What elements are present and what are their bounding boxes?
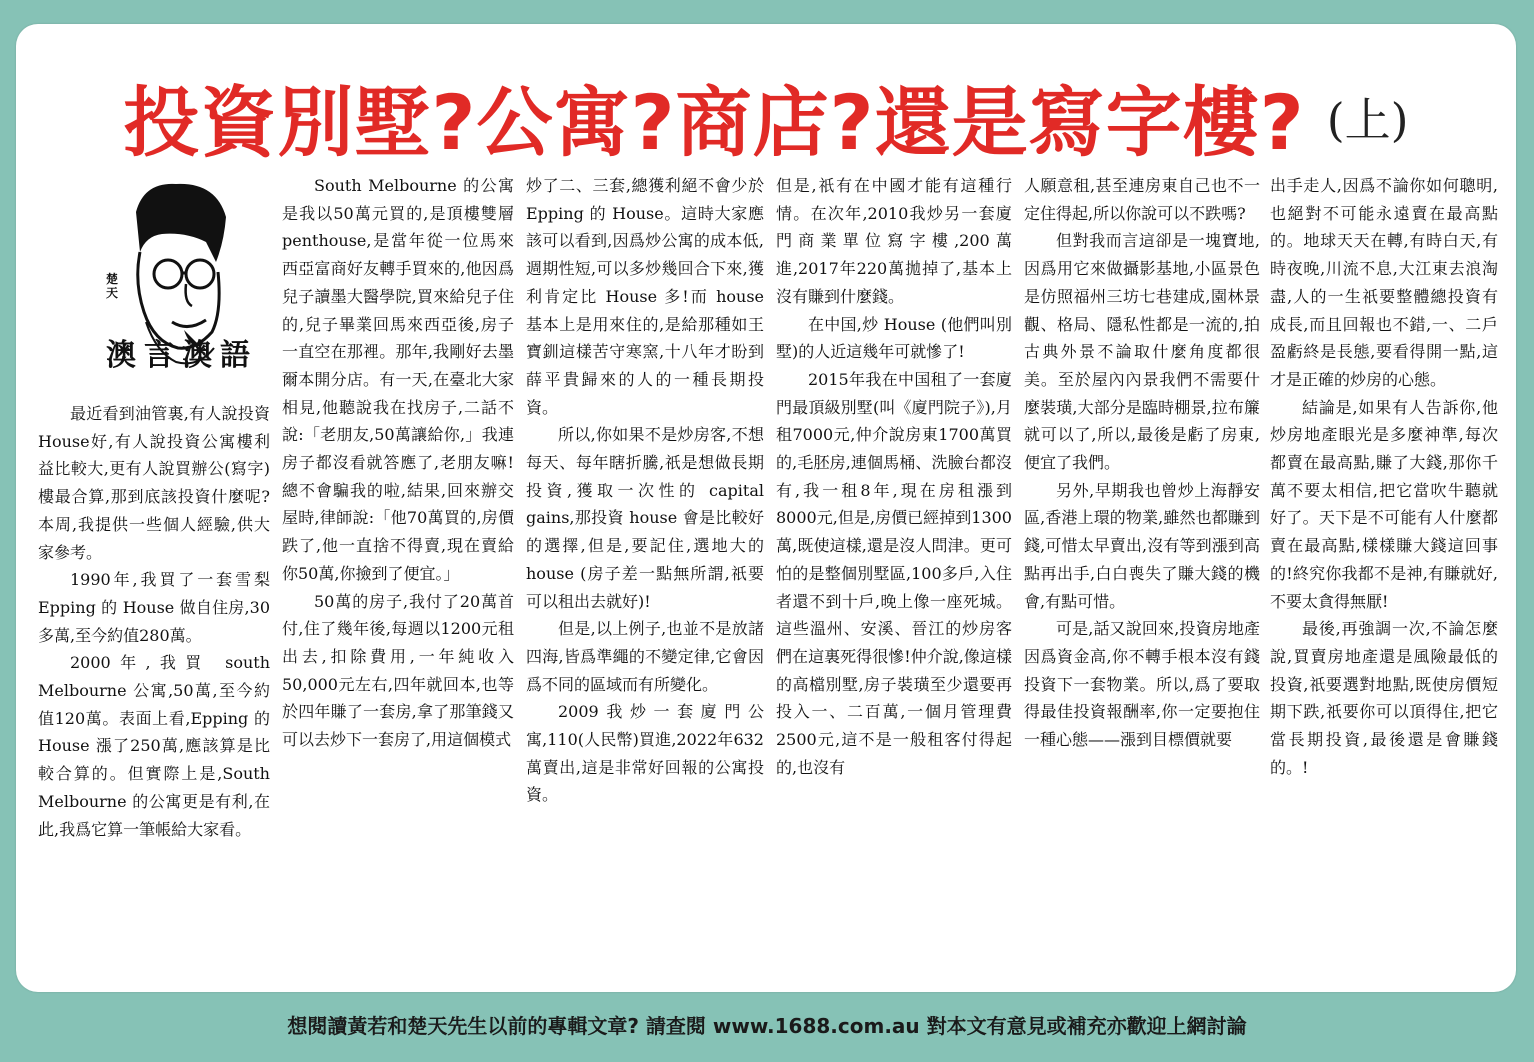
article-columns — [16, 172, 1516, 982]
paragraph: 但對我而言這卻是一塊寶地,因爲用它來做攝影基地,小區景色是仿照福州三坊七巷建成,園林景觀、格局、隱私性都是一流的,拍古典外景不論取什麼角度都很美。至於屋內內景我們不需要什麼裝璜,大部分是臨時棚景,拉布簾就可以了,所以,最後是虧了房東,便宜了我們。 — [1024, 231, 1260, 473]
article-column-5 — [1024, 172, 1260, 984]
headline — [16, 62, 1516, 171]
footer-note: 想閱讀黃若和楚天先生以前的專輯文章? 請查閱 www.1688.com.au 對本文有意見或補充亦歡迎上網討論 — [287, 1014, 1247, 1038]
article-column-1 — [38, 172, 270, 984]
paragraph: 可是,話又說回來,投資房地產因爲資金高,你不轉手根本沒有錢投資下一套物業。所以,爲了要取得最佳投資報酬率,你一定要抱住一種心態——漲到目標價就要 — [1024, 619, 1260, 750]
paragraph: 1990年,我買了一套雪梨 Epping 的 House 做自住房,30多萬,至今約值280萬。 — [38, 570, 270, 645]
paragraph: 最後,再強調一次,不論怎麼說,買賣房地產還是風險最低的投資,祇要選對地點,既使房價短期下跌,祇要你可以頂得住,把它當長期投資,最後還是會賺錢的。! — [1270, 619, 1498, 777]
article-card — [16, 24, 1516, 992]
article-column-6 — [1270, 172, 1498, 984]
paragraph: 另外,早期我也曾炒上海靜安區,香港上環的物業,雖然也都賺到錢,可惜太早賣出,沒有等到漲到高點再出手,白白喪失了賺大錢的機會,有點可惜。 — [1024, 480, 1260, 611]
paragraph: 所以,你如果不是炒房客,不想每天、每年瞎折騰,祇是想做長期投資,獲取一次性的 capital gains,那投資 house 會是比較好的選擇,但是,要記住,選地大的 house (房子差一點無所謂,祇要可以租出去就好)! — [526, 425, 764, 611]
article-column-4 — [776, 172, 1012, 984]
paragraph: 在中国,炒 House (他們叫別墅)的人近這幾年可就慘了! — [776, 314, 1012, 362]
paragraph: 最近看到油管裏,有人說投資House好,有人說投資公寓樓利益比較大,更有人說買辦公(寫字)樓最合算,那到底該投資什麼呢?本周,我提供一些個人經驗,供大家參考。 — [38, 404, 270, 562]
headline-title: 投資別墅?公寓?商店?還是寫字樓? — [123, 78, 1305, 167]
author-signature: 楚天 — [106, 272, 119, 300]
paragraph: 2015年我在中国租了一套廈門最頂級別墅(叫《廈門院子》),月租7000元,仲介說房東1700萬買的,毛胚房,連個馬桶、洗臉台都沒有,我一租8年,現在房租漲到8000元,但是,房價已經掉到1300萬,既使這樣,還是沒人問津。更可怕的是整個別墅區,100多戶,入住者還不到十戶,晚上像一座死城。這些溫州、安溪、晉江的炒房客們在這裏死得很慘!仲介說,像這樣的高檔別墅,房子裝璜至少還要再投入一、二百萬,一個月管理費2500元,這不是一般租客付得起的,也沒有 — [776, 369, 1012, 777]
column-name: 澳言澳語 — [106, 338, 258, 373]
headline-part-label: (上) — [1326, 92, 1409, 147]
paragraph: 2009我炒一套廈門公寓,110(人民幣)買進,2022年632萬賣出,這是非常好回報的公寓投資。 — [526, 702, 764, 805]
paragraph: 結論是,如果有人告訴你,他炒房地產眼光是多麼神準,每次都賣在最高點,賺了大錢,那你千萬不要太相信,把它當吹牛聽就好了。天下是不可能有人什麼都賣在最高點,樣樣賺大錢這回事的!終究你我都不是神,有賺就好,不要太貪得無厭! — [1270, 397, 1498, 611]
paragraph: 但是,祇有在中國才能有這種行情。在次年,2010我炒另一套廈門商業單位寫字樓,200萬進,2017年220萬拋掉了,基本上沒有賺到什麼錢。 — [776, 176, 1012, 306]
paragraph: 50萬的房子,我付了20萬首付,住了幾年後,每週以1200元租出去,扣除費用,一年純收入50,000元左右,四年就回本,也等於四年賺了一套房,拿了那筆錢又可以去炒下一套房了,用這個模式 — [282, 591, 514, 750]
paragraph: 但是,以上例子,也並不是放諸四海,皆爲準繩的不變定律,它會因爲不同的區域而有所變化。 — [526, 619, 764, 694]
paragraph: 炒了二、三套,總獲利絕不會少於 Epping 的 House。這時大家應該可以看到,因爲炒公寓的成本低,週期性短,可以多炒幾回合下來,獲利肯定比 House 多!而 house 基本上是用來住的,是給那種如王寶釧這樣苦守寒窯,十八年才盼到薛平貴歸來的人的一種長期投資。 — [526, 176, 764, 417]
article-column-2 — [282, 172, 514, 984]
paragraph: 人願意租,甚至連房東自己也不一定住得起,所以你說可以不跌嗎? — [1024, 176, 1260, 223]
paragraph: South Melbourne 的公寓是我以50萬元買的,是頂樓雙層 penthouse,是當年從一位馬來西亞富商好友轉手買來的,他因爲兒子讀墨大醫學院,買來給兒子住的,兒子畢業回馬來西亞後,房子一直空在那裡。那年,我剛好去墨爾本開分店。有一天,在臺北大家相見,他聽說我在找房子,二話不說:「老朋友,50萬讓給你,」我連房子都沒看就答應了,老朋友嘛!總不會騙我的啦,結果,回來辦交屋時,律師說:「他70萬買的,房價跌了,他一直捨不得賣,現在賣給你50萬,你撿到了便宜。」 — [282, 176, 514, 583]
column-1-body — [38, 400, 270, 843]
article-column-3 — [526, 172, 764, 984]
paragraph: 出手走人,因爲不論你如何聰明,也絕對不可能永遠賣在最高點的。地球天天在轉,有時白天,有時夜晚,川流不息,大江東去浪淘盡,人的一生祇要整體總投資有成長,而且回報也不錯,一、二戶盈虧終是長態,要看得開一點,這才是正確的炒房的心態。 — [1270, 176, 1498, 389]
paragraph: 2000年,我買 south Melbourne 公寓,50萬,至今約值120萬。表面上看,Epping 的House 漲了250萬,應該算是比較合算的。但實際上是,South Melbourne 的公寓更是有利,在此,我爲它算一筆帳給大家看。 — [38, 653, 270, 839]
